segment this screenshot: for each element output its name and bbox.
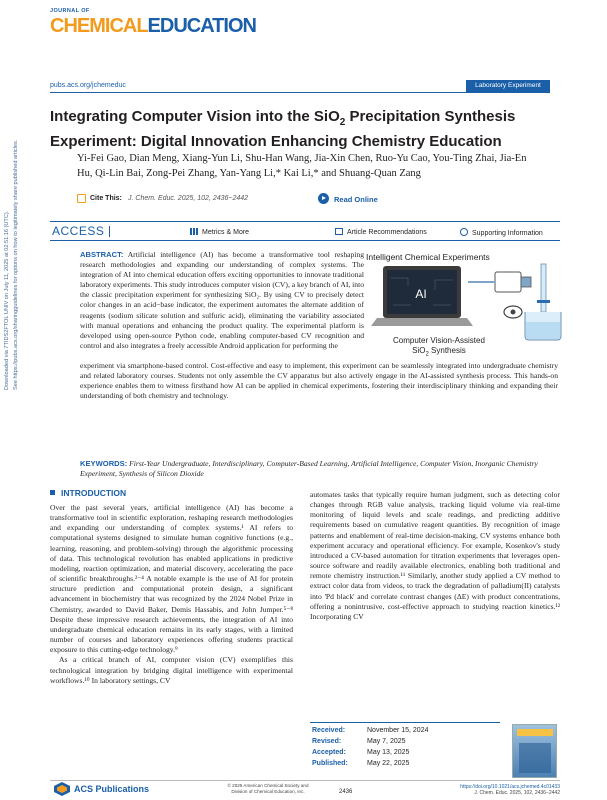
recommendations-button[interactable]: Article Recommendations: [335, 228, 427, 236]
play-icon: [318, 193, 329, 204]
pump-motor: [495, 272, 521, 292]
journal-url-link[interactable]: pubs.acs.org/jchemeduc: [50, 82, 126, 89]
acs-publications-logo[interactable]: [54, 782, 174, 796]
section-marker: [50, 490, 55, 495]
header-divider: [50, 92, 550, 93]
article-title: Integrating Computer Vision into the SiO$_2$ Precipitation Synthesis Experiment: Digital Innovation Enhancing Chemistry Education: [50, 108, 516, 150]
intro-left-column: [50, 503, 293, 686]
metrics-button[interactable]: Metrics & More: [190, 228, 249, 236]
journal-reference: J. Chem. Educ. 2025, 102, 2436−2442: [474, 790, 560, 796]
download-note-line2[interactable]: See https://pubs.acs.org/sharingguidelines for options on how to legitimately share published articles.: [13, 139, 19, 390]
journal-logo-top: JOURNAL OF: [50, 8, 90, 14]
access-separator: [109, 226, 110, 237]
journal-cover-thumbnail[interactable]: [512, 724, 557, 778]
cite-label: Cite This:: [90, 195, 122, 202]
burette: [541, 264, 546, 312]
publication-dates: Received: November 15, 2024 Revised: May 7, 2025 Accepted: May 13, 2025 Published: May 22, 2025: [310, 722, 500, 774]
article-type-badge: Laboratory Experiment: [466, 80, 550, 92]
toc-graphic: [363, 250, 563, 368]
info-icon: [460, 228, 468, 236]
supporting-info-button[interactable]: Supporting Information: [460, 228, 543, 237]
keywords: KEYWORDS: First-Year Undergraduate, Interdisciplinary, Computer-Based Learning, Artificial Intelligence, Computer Vision, Inorganic Chemistry Experiment, Synthesis of Silicon Dioxide: [80, 459, 538, 479]
access-bar: [50, 221, 560, 241]
beaker-solution: [526, 322, 560, 339]
acs-publications-name: ACS Publications: [74, 784, 150, 794]
abstract-text: ABSTRACT: Artificial intelligence (AI) has become a transformative tool reshaping research methodologies and expanding our understanding of complex systems. The integration of AI into chemical education offers exciting opportunities to innovate traditional laboratory experiments. This study introduces computer vision (CV), a key branch of AI, into the classic precipitation experiment for synthesizing SiO₂. By using CV to precisely detect color changes in an acid−base indicator, the experiment automates the alternate addition of reagents (sodium silicate solution and sulfuric acid), eliminating the variability associated with manual operations and enhancing the product quality. The experimental platform is developed using open-source Python code, enabling computer-based CV recognition and control and also integrates a freely accessible Android application for performing the: [80, 250, 365, 350]
read-online-label: Read Online: [334, 195, 378, 204]
doi-link[interactable]: https://doi.org/10.1021/acs.jchemed.4c01433: [460, 784, 560, 790]
bar-chart-icon: [190, 228, 198, 235]
toc-title: Intelligent Chemical Experiments: [366, 252, 490, 262]
toc-caption: Computer Vision-Assisted SiO$_2$ Synthesis: [393, 336, 485, 358]
author-list: Yi-Fei Gao, Dian Meng, Xiang-Yun Li, Shu-Han Wang, Jia-Xin Chen, Ruo-Yu Cao, You-Ting Zhai, Jia-En Hu, Qi-Lin Bai, Zong-Pei Zhang, Yan-Yang Li,* Kai Li,* and Shuang-Quan Zang: [77, 153, 527, 179]
intro-paragraph-3: automates tasks that typically require human judgment, such as detecting color changes through RGB value analysis, tracking liquid volume via real-time monitoring of liquid levels and scale readings, and predicting additive requirements based on cumulative reagent quantities. By recognition of image patterns and enablement of real-time decision-making, CV systems enhance both experiment accuracy and operational efficiency. For example, Kosenkov's study introduced a CV-based automation for titration experiments that leverages open-source software and readily available electronics, enabling both traditional and remote chemistry instruction.¹¹ Similarly, another study applied a CV method to extract color data from videos, to track the degradation of palladium(II) catalysts into 'Pd black' and correlate contrast changes (ΔE) with product concentrations, offering a nonintrusive, cost-effective approach to studying reaction kinetics.¹² Incorporating CV: [310, 490, 560, 621]
intro-paragraph-2: As a critical branch of AI, computer vision (CV) exemplifies this technological integration by bridging digital intelligence with experimental workflows.¹⁰ In laboratory settings, CV: [50, 655, 293, 685]
journal-logo[interactable]: [50, 8, 256, 54]
cite-icon[interactable]: [77, 194, 86, 203]
intro-paragraph-1: Over the past several years, artificial intelligence (AI) has become a transformative tool in scientific exploration, reshaping research methodologies and expanding our understanding of complex systems.¹ AI refers to computational systems designed to simulate human cognitive functions (e.g., learning, reasoning, and problem-solving) through the algorithmic processing of data. This technological revolution has enabled applications in predictive modeling, reaction optimization, and material discovery, accelerating the pace of scientific breakthroughs.²⁻⁴ A notable example is the use of AI for protein structure prediction and computational protein design, a significant advancement in biochemistry that was recognized by the 2024 Nobel Prize in Chemistry, awarded to David Baker, Demis Hassabis, and John Jumper.⁵⁻⁸ Despite these impressive research achievements, the integration of AI into undergraduate chemical education remains in its early stages, with a limited number of courses and laboratory experiences offering students practical exposure to this cutting-edge technology.⁹: [50, 503, 293, 655]
footer-divider: [50, 780, 560, 781]
page-number: 2436: [339, 789, 353, 795]
citation-text: J. Chem. Educ. 2025, 102, 2436−2442: [128, 195, 249, 202]
ai-label: AI: [415, 287, 427, 301]
intro-right-column: [310, 490, 560, 622]
abstract-text-continued: experiment via smartphone-based control. Cost-effective and easy to implement, this experiment can be seamlessly integrated into undergraduate chemistry and related laboratory courses. Students not only assemble the CV apparatus but also actively engage in the AI-assisted synthesis process. This hands-on experience enables them to witness firsthand how AI can be applied in chemical experiments, fostering their interdisciplinary thinking and expanding their understanding of both chemistry and technology.: [80, 361, 558, 401]
introduction-heading: INTRODUCTION: [50, 488, 126, 498]
cite-row: [50, 192, 550, 206]
copyright-notice: © 2025 American Chemical Society and Division of Chemical Education, Inc.: [227, 783, 309, 794]
read-online-button[interactable]: [318, 192, 408, 206]
journal-logo-name: CHEMICALEDUCATION: [50, 15, 256, 37]
acs-hexagon-icon: [54, 782, 70, 796]
burette-stopcock: [537, 300, 550, 303]
download-note: [4, 139, 28, 540]
download-note-line1: Downloaded via 7TIDS2FTOL UNIV on July 11, 2025 at 02:51:16 (UTC).: [4, 210, 10, 390]
pump-head: [521, 277, 531, 287]
document-icon: [335, 228, 343, 235]
doi-block: [460, 784, 560, 796]
laptop-base: [371, 318, 473, 326]
access-label: ACCESS: [52, 224, 105, 238]
